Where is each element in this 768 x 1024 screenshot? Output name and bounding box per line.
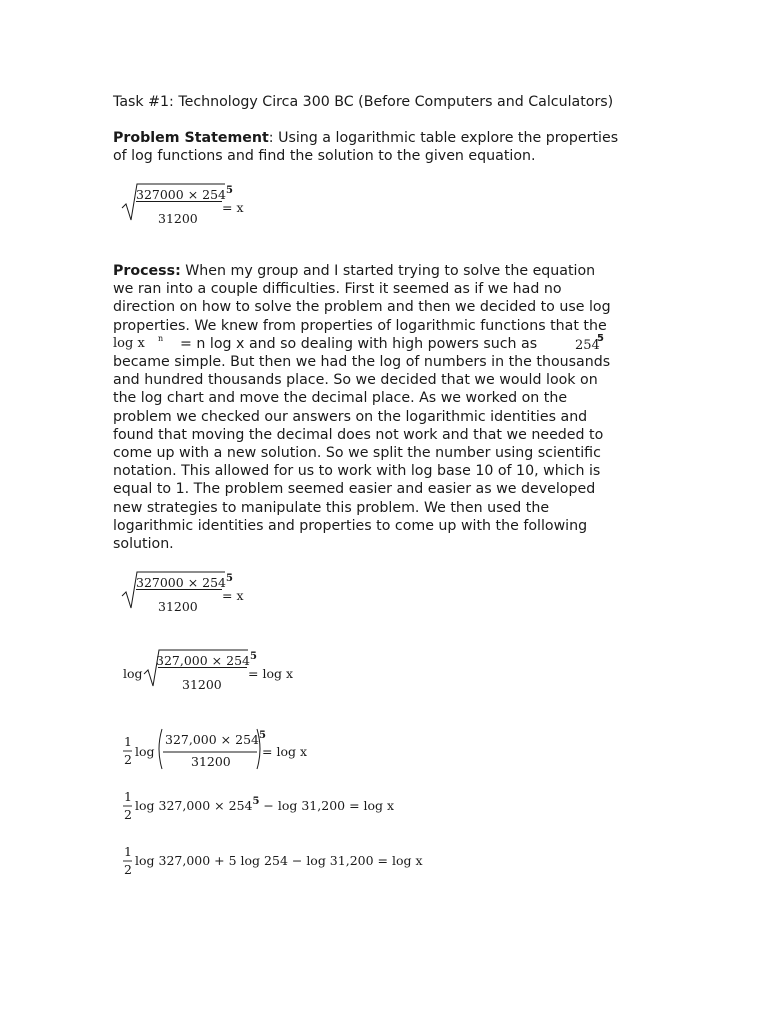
step3-log: log bbox=[135, 744, 155, 759]
problem-statement-text-2: of log functions and find the solution to the given equation. bbox=[113, 148, 536, 165]
equation-denominator: 31200 bbox=[158, 211, 198, 226]
step4-half-den: 2 bbox=[124, 807, 132, 822]
task-title: Task #1: Technology Circa 300 BC (Before Computers and Calculators) bbox=[113, 94, 614, 110]
process-line: found that moving the decimal does not work and that we needed to bbox=[113, 426, 604, 443]
step5-expression: log 327,000 + 5 log 254 − log 31,200 = log x bbox=[135, 853, 423, 868]
process-line: direction on how to solve the problem and then we decided to use log bbox=[113, 299, 611, 316]
process-line: properties. We knew from properties of logarithmic functions that the bbox=[113, 317, 607, 334]
process-line: When my group and I started trying to solve the equation bbox=[180, 263, 596, 279]
log-x-n: log x bbox=[113, 335, 145, 351]
step3-numerator: $327,000 \times 254^5$ bbox=[165, 730, 266, 747]
step3-half-num: 1 bbox=[124, 734, 132, 749]
step2-numerator: $327,000 \times 254^5$ bbox=[156, 651, 257, 668]
left-paren bbox=[156, 728, 164, 770]
process-line: solution. bbox=[113, 536, 174, 553]
process-line: became simple. But then we had the log of numbers in the thousands bbox=[113, 354, 611, 370]
process-line: we ran into a couple difficulties. First it seemed as if we had no bbox=[113, 281, 562, 298]
process-line: equal to 1. The problem seemed easier and easier as we developed bbox=[113, 481, 596, 498]
step2-log: log bbox=[123, 666, 143, 681]
exponent-n: n bbox=[158, 333, 164, 343]
process-line: logarithmic identities and properties to come up with the following bbox=[113, 517, 588, 534]
process-line: new strategies to manipulate this problem. We then used the bbox=[113, 499, 550, 516]
process-line-formula bbox=[113, 332, 673, 353]
process-line: come up with a new solution. So we split the number using scientific bbox=[113, 445, 601, 462]
process-line: problem we checked our answers on the logarithmic identities and bbox=[113, 408, 588, 425]
step4-expression: $\log 327,000 \times 254^5 - \log 31,200 = \log x$ bbox=[135, 796, 395, 813]
step3-fraction-bar bbox=[163, 751, 259, 753]
problem-statement-label: Problem Statement bbox=[113, 130, 269, 146]
exponent-5: 5 bbox=[597, 332, 604, 344]
equation-numerator: $327000 \times 254^5$ bbox=[136, 185, 233, 202]
equation-rhs: = x bbox=[222, 200, 244, 215]
step4-half-num: 1 bbox=[124, 789, 132, 804]
step2-denominator: 31200 bbox=[182, 677, 222, 692]
process-paragraph bbox=[113, 262, 673, 553]
process-line: and hundred thousands place. So we decided that we would look on bbox=[113, 372, 598, 389]
process-line: the log chart and move the decimal place. As we worked on the bbox=[113, 390, 568, 407]
step1-denominator: 31200 bbox=[158, 599, 198, 614]
step1-rhs: = x bbox=[222, 588, 244, 603]
step5-half-den: 2 bbox=[124, 862, 132, 877]
step1-numerator: $327000 \times 254^5$ bbox=[136, 573, 233, 590]
problem-statement bbox=[113, 129, 673, 165]
base-254: 254 bbox=[575, 337, 600, 353]
step3-denominator: 31200 bbox=[191, 754, 231, 769]
process-line: notation. This allowed for us to work with log base 10 of 10, which is bbox=[113, 463, 601, 480]
step3-half-den: 2 bbox=[124, 752, 132, 767]
process-line: = n log x and so dealing with high powers such as bbox=[180, 335, 538, 352]
step5-half-num: 1 bbox=[124, 844, 132, 859]
process-label: Process: bbox=[113, 263, 181, 279]
problem-statement-text-1: : Using a logarithmic table explore the properties bbox=[268, 130, 619, 146]
step2-rhs: = log x bbox=[248, 666, 293, 681]
step3-rhs: = log x bbox=[262, 744, 307, 759]
